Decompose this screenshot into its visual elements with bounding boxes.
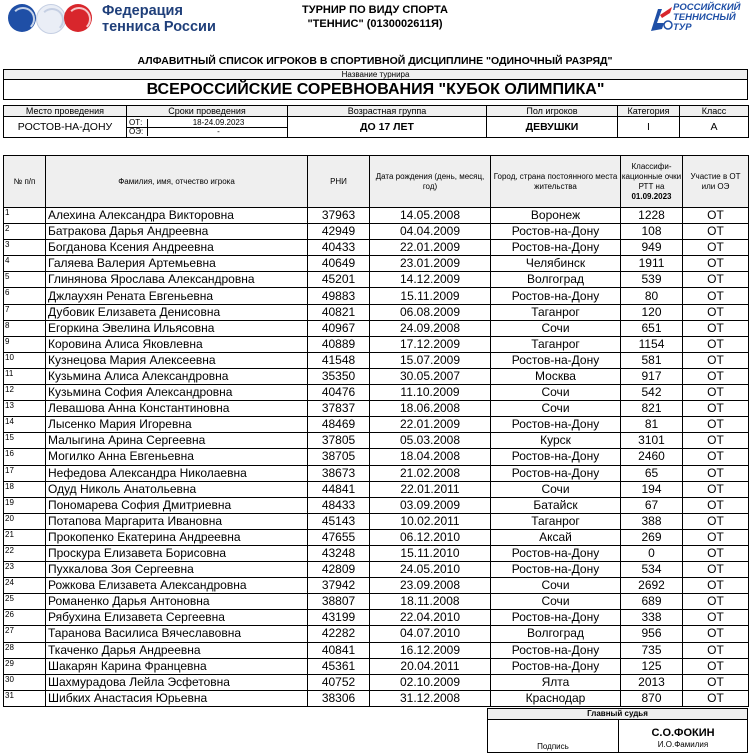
table-row [4, 320, 749, 336]
table-row [4, 224, 749, 240]
player-name: Рябухина Елизавета Сергеевна [46, 610, 308, 626]
player-rni: 40821 [308, 304, 370, 320]
table-row [4, 690, 749, 706]
player-rni: 38306 [308, 690, 370, 706]
player-dob: 16.12.2009 [370, 642, 491, 658]
player-dob: 04.07.2010 [370, 626, 491, 642]
player-name: Романенко Дарья Антоновна [46, 594, 308, 610]
judge-name: С.О.ФОКИН [651, 727, 715, 739]
player-rni: 49883 [308, 288, 370, 304]
players-header-row [4, 156, 749, 208]
player-name: Коровина Алиса Яковлевна [46, 336, 308, 352]
player-num: 26 [4, 610, 46, 626]
class-value: A [680, 117, 749, 138]
player-points: 269 [621, 529, 683, 545]
player-rni: 48469 [308, 417, 370, 433]
table-row [4, 433, 749, 449]
player-name: Кузьмина София Александровна [46, 385, 308, 401]
player-rni: 40752 [308, 674, 370, 690]
player-num: 19 [4, 497, 46, 513]
table-row [4, 674, 749, 690]
player-dob: 30.05.2007 [370, 368, 491, 384]
table-row [4, 208, 749, 224]
player-name: Нефедова Александра Николаевна [46, 465, 308, 481]
ot-value: 18-24.09.2023 [148, 119, 288, 128]
player-city: Ростов-на-Дону [491, 224, 621, 240]
player-participation: ОТ [683, 642, 749, 658]
player-rni: 43199 [308, 610, 370, 626]
player-city: Таганрог [491, 336, 621, 352]
table-row [4, 529, 749, 545]
table-row [4, 304, 749, 320]
player-points: 1154 [621, 336, 683, 352]
player-city: Ростов-на-Дону [491, 465, 621, 481]
player-name: Дубовик Елизавета Денисовна [46, 304, 308, 320]
player-points: 194 [621, 481, 683, 497]
gender-header: Пол игроков [487, 106, 618, 117]
player-name: Богданова Ксения Андреевна [46, 240, 308, 256]
player-dob: 22.01.2011 [370, 481, 491, 497]
player-points: 1911 [621, 256, 683, 272]
player-participation: ОТ [683, 224, 749, 240]
ot-label: ОТ: [127, 119, 148, 128]
player-dob: 22.01.2009 [370, 417, 491, 433]
org-name-line1: Федерация [102, 3, 183, 19]
player-dob: 21.02.2008 [370, 465, 491, 481]
player-dob: 23.09.2008 [370, 578, 491, 594]
table-row [4, 497, 749, 513]
list-title: АЛФАВИТНЫЙ СПИСОК ИГРОКОВ В СПОРТИВНОЙ ДИСЦИПЛИНЕ "ОДИНОЧНЫЙ РАЗРЯД" [137, 55, 613, 67]
player-participation: ОТ [683, 513, 749, 529]
player-num: 24 [4, 578, 46, 594]
player-city: Ялта [491, 674, 621, 690]
table-row [4, 626, 749, 642]
player-points: 80 [621, 288, 683, 304]
player-participation: ОТ [683, 433, 749, 449]
player-dob: 18.04.2008 [370, 449, 491, 465]
col-city: Город, страна постоянного места жительства [491, 156, 621, 208]
player-num: 7 [4, 304, 46, 320]
player-points: 534 [621, 562, 683, 578]
player-rni: 47655 [308, 529, 370, 545]
player-participation: ОТ [683, 417, 749, 433]
player-participation: ОТ [683, 594, 749, 610]
player-city: Волгоград [491, 272, 621, 288]
table-row [4, 642, 749, 658]
player-rni: 42809 [308, 562, 370, 578]
player-rni: 42949 [308, 224, 370, 240]
player-city: Ростов-на-Дону [491, 417, 621, 433]
player-rni: 38673 [308, 465, 370, 481]
table-row [4, 240, 749, 256]
player-points: 0 [621, 545, 683, 561]
table-row [4, 385, 749, 401]
player-rni: 40967 [308, 320, 370, 336]
player-points: 949 [621, 240, 683, 256]
tournament-label: Название турнира [3, 69, 748, 80]
player-num: 27 [4, 626, 46, 642]
player-dob: 06.08.2009 [370, 304, 491, 320]
col-points [621, 156, 683, 208]
player-points: 689 [621, 594, 683, 610]
player-num: 22 [4, 545, 46, 561]
player-points: 388 [621, 513, 683, 529]
table-row [4, 417, 749, 433]
player-rni: 37942 [308, 578, 370, 594]
player-dob: 06.12.2010 [370, 529, 491, 545]
player-num: 31 [4, 690, 46, 706]
player-participation: ОТ [683, 626, 749, 642]
player-name: Батракова Дарья Андреевна [46, 224, 308, 240]
player-dob: 23.01.2009 [370, 256, 491, 272]
player-rni: 44841 [308, 481, 370, 497]
document-header [250, 3, 500, 31]
player-city: Москва [491, 368, 621, 384]
rtt-logo [648, 3, 750, 37]
player-participation: ОТ [683, 578, 749, 594]
player-participation: ОТ [683, 352, 749, 368]
player-num: 21 [4, 529, 46, 545]
player-num: 16 [4, 449, 46, 465]
player-rni: 45143 [308, 513, 370, 529]
chief-judge-box [487, 708, 748, 753]
col-participation: Участие в ОТ или ОЭ [683, 156, 749, 208]
player-rni: 48433 [308, 497, 370, 513]
player-participation: ОТ [683, 545, 749, 561]
player-participation: ОТ [683, 401, 749, 417]
player-points: 735 [621, 642, 683, 658]
player-rni: 38807 [308, 594, 370, 610]
player-dob: 24.05.2010 [370, 562, 491, 578]
player-points: 125 [621, 658, 683, 674]
player-rni: 40476 [308, 385, 370, 401]
player-rni: 37805 [308, 433, 370, 449]
table-row [4, 352, 749, 368]
table-row [4, 256, 749, 272]
player-city: Ростов-на-Дону [491, 288, 621, 304]
player-city: Сочи [491, 385, 621, 401]
player-participation: ОТ [683, 610, 749, 626]
player-name: Могилко Анна Евгеньевна [46, 449, 308, 465]
player-city: Аксай [491, 529, 621, 545]
player-name: Рожкова Елизавета Александровна [46, 578, 308, 594]
player-dob: 03.09.2009 [370, 497, 491, 513]
player-city: Челябинск [491, 256, 621, 272]
player-name: Малыгина Арина Сергеевна [46, 433, 308, 449]
player-dob: 10.02.2011 [370, 513, 491, 529]
player-num: 13 [4, 401, 46, 417]
table-row [4, 465, 749, 481]
place-value: РОСТОВ-НА-ДОНУ [4, 117, 127, 138]
chief-judge-title: Главный судья [488, 709, 747, 720]
player-participation: ОТ [683, 690, 749, 706]
org-name [102, 3, 216, 35]
player-participation: ОТ [683, 256, 749, 272]
player-city: Таганрог [491, 304, 621, 320]
rtt-logo-icon [648, 5, 674, 33]
player-num: 28 [4, 642, 46, 658]
player-points: 539 [621, 272, 683, 288]
player-dob: 18.11.2008 [370, 594, 491, 610]
player-dob: 05.03.2008 [370, 433, 491, 449]
player-num: 25 [4, 594, 46, 610]
player-participation: ОТ [683, 208, 749, 224]
table-row [4, 610, 749, 626]
player-city: Курск [491, 433, 621, 449]
player-participation: ОТ [683, 368, 749, 384]
players-table [3, 155, 749, 707]
player-rni: 45361 [308, 658, 370, 674]
player-name: Кузнецова Мария Алексеевна [46, 352, 308, 368]
player-participation: ОТ [683, 304, 749, 320]
player-city: Ростов-на-Дону [491, 545, 621, 561]
player-dob: 14.05.2008 [370, 208, 491, 224]
player-city: Воронеж [491, 208, 621, 224]
player-num: 14 [4, 417, 46, 433]
player-city: Сочи [491, 401, 621, 417]
oe-value: - [217, 126, 220, 136]
player-points: 67 [621, 497, 683, 513]
place-header: Место проведения [4, 106, 127, 117]
player-city: Ростов-на-Дону [491, 610, 621, 626]
table-row [4, 562, 749, 578]
player-rni: 40889 [308, 336, 370, 352]
org-name-line2: тенниса России [102, 19, 216, 35]
player-participation: ОТ [683, 658, 749, 674]
player-name: Пухкалова Зоя Сергеевна [46, 562, 308, 578]
table-row [4, 368, 749, 384]
player-points: 870 [621, 690, 683, 706]
gender-value: ДЕВУШКИ [487, 117, 618, 138]
player-participation: ОТ [683, 385, 749, 401]
player-participation: ОТ [683, 481, 749, 497]
player-num: 1 [4, 208, 46, 224]
player-rni: 37837 [308, 401, 370, 417]
age-value: ДО 17 ЛЕТ [288, 117, 487, 138]
player-dob: 17.12.2009 [370, 336, 491, 352]
player-participation: ОТ [683, 320, 749, 336]
player-city: Ростов-на-Дону [491, 562, 621, 578]
col-rni: РНИ [308, 156, 370, 208]
player-points: 821 [621, 401, 683, 417]
table-row [4, 336, 749, 352]
player-name: Прокопенко Екатерина Андреевна [46, 529, 308, 545]
player-dob: 15.11.2010 [370, 545, 491, 561]
player-num: 5 [4, 272, 46, 288]
player-city: Ростов-на-Дону [491, 658, 621, 674]
player-rni: 37963 [308, 208, 370, 224]
col-points-date: 01.09.2023 [631, 191, 672, 201]
player-name: Пономарева София Дмитриевна [46, 497, 308, 513]
player-name: Глинянова Ярослава Александровна [46, 272, 308, 288]
player-name: Ткаченко Дарья Андреевна [46, 642, 308, 658]
player-city: Ростов-на-Дону [491, 352, 621, 368]
player-num: 23 [4, 562, 46, 578]
player-points: 120 [621, 304, 683, 320]
player-dob: 22.04.2010 [370, 610, 491, 626]
table-row [4, 594, 749, 610]
player-participation: ОТ [683, 562, 749, 578]
player-points: 917 [621, 368, 683, 384]
player-rni: 45201 [308, 272, 370, 288]
player-name: Одуд Николь Анатольевна [46, 481, 308, 497]
player-name: Егоркина Эвелина Ильясовна [46, 320, 308, 336]
player-name: Левашова Анна Константиновна [46, 401, 308, 417]
player-points: 956 [621, 626, 683, 642]
player-participation: ОТ [683, 336, 749, 352]
col-num: № п/п [4, 156, 46, 208]
col-dob: Дата рождения (день, месяц, год) [370, 156, 491, 208]
player-points: 542 [621, 385, 683, 401]
player-rni: 41548 [308, 352, 370, 368]
player-name: Проскура Елизавета Борисовна [46, 545, 308, 561]
player-points: 81 [621, 417, 683, 433]
signature-label: Подпись [537, 742, 569, 751]
table-row [4, 449, 749, 465]
player-name: Шахмурадова Лейла Эсфетовна [46, 674, 308, 690]
player-participation: ОТ [683, 449, 749, 465]
player-num: 15 [4, 433, 46, 449]
tournament-name: ВСЕРОССИЙСКИЕ СОРЕВНОВАНИЯ "КУБОК ОЛИМПИКА" [3, 79, 748, 100]
player-city: Батайск [491, 497, 621, 513]
category-value: I [618, 117, 680, 138]
player-rni: 35350 [308, 368, 370, 384]
player-points: 2692 [621, 578, 683, 594]
player-num: 8 [4, 320, 46, 336]
player-dob: 14.12.2009 [370, 272, 491, 288]
player-dob: 20.04.2011 [370, 658, 491, 674]
player-num: 4 [4, 256, 46, 272]
player-participation: ОТ [683, 272, 749, 288]
player-participation: ОТ [683, 529, 749, 545]
table-row [4, 288, 749, 304]
player-dob: 11.10.2009 [370, 385, 491, 401]
player-points: 3101 [621, 433, 683, 449]
player-num: 2 [4, 224, 46, 240]
player-num: 6 [4, 288, 46, 304]
col-points-label: Классифи-кационные очки РТТ на [621, 161, 682, 191]
player-rni: 43248 [308, 545, 370, 561]
player-points: 2460 [621, 449, 683, 465]
player-points: 108 [621, 224, 683, 240]
player-num: 3 [4, 240, 46, 256]
header-title-line1: ТУРНИР ПО ВИДУ СПОРТА [302, 4, 448, 16]
table-row [4, 272, 749, 288]
player-dob: 02.10.2009 [370, 674, 491, 690]
player-dob: 15.11.2009 [370, 288, 491, 304]
player-name: Галяева Валерия Артемьевна [46, 256, 308, 272]
category-header: Категория [618, 106, 680, 117]
age-header: Возрастная группа [288, 106, 487, 117]
player-name: Лысенко Мария Игоревна [46, 417, 308, 433]
player-dob: 24.09.2008 [370, 320, 491, 336]
player-name: Алехина Александра Викторовна [46, 208, 308, 224]
player-points: 651 [621, 320, 683, 336]
player-city: Краснодар [491, 690, 621, 706]
player-city: Сочи [491, 594, 621, 610]
player-participation: ОТ [683, 240, 749, 256]
player-points: 338 [621, 610, 683, 626]
player-dob: 22.01.2009 [370, 240, 491, 256]
player-points: 581 [621, 352, 683, 368]
player-dob: 04.04.2009 [370, 224, 491, 240]
dates-header: Сроки проведения [127, 106, 288, 117]
player-num: 18 [4, 481, 46, 497]
player-name: Потапова Маргарита Ивановна [46, 513, 308, 529]
player-participation: ОТ [683, 465, 749, 481]
judge-name-cell [619, 719, 747, 752]
player-city: Таганрог [491, 513, 621, 529]
player-city: Ростов-на-Дону [491, 642, 621, 658]
player-city: Сочи [491, 578, 621, 594]
judge-name-label: И.О.Фамилия [657, 740, 709, 749]
player-name: Кузьмина Алиса Александровна [46, 368, 308, 384]
player-name: Шакарян Карина Францевна [46, 658, 308, 674]
tennis-balls-icon [6, 2, 96, 36]
class-header: Класс [680, 106, 749, 117]
player-points: 65 [621, 465, 683, 481]
player-rni: 40841 [308, 642, 370, 658]
player-city: Ростов-на-Дону [491, 449, 621, 465]
ftr-logo [6, 2, 256, 38]
dates-value [127, 117, 288, 138]
player-rni: 42282 [308, 626, 370, 642]
player-num: 11 [4, 368, 46, 384]
player-num: 29 [4, 658, 46, 674]
player-num: 10 [4, 352, 46, 368]
signature-cell [488, 719, 619, 752]
tournament-info-table [3, 105, 749, 138]
player-participation: ОТ [683, 674, 749, 690]
table-row [4, 401, 749, 417]
player-dob: 15.07.2009 [370, 352, 491, 368]
player-dob: 18.06.2008 [370, 401, 491, 417]
player-rni: 38705 [308, 449, 370, 465]
player-city: Сочи [491, 320, 621, 336]
col-name: Фамилия, имя, отчество игрока [46, 156, 308, 208]
header-title-line2: "ТЕННИС" (0130002611Я) [307, 18, 443, 30]
player-num: 12 [4, 385, 46, 401]
player-num: 17 [4, 465, 46, 481]
table-row [4, 481, 749, 497]
player-dob: 31.12.2008 [370, 690, 491, 706]
player-participation: ОТ [683, 497, 749, 513]
player-rni: 40649 [308, 256, 370, 272]
player-city: Ростов-на-Дону [491, 240, 621, 256]
player-name: Шибких Анастасия Юрьевна [46, 690, 308, 706]
player-name: Таранова Василиса Вячеславовна [46, 626, 308, 642]
player-points: 1228 [621, 208, 683, 224]
table-row [4, 578, 749, 594]
player-city: Волгоград [491, 626, 621, 642]
oe-label: ОЭ: [127, 127, 148, 136]
player-name: Джлаухян Рената Евгеньевна [46, 288, 308, 304]
player-points: 2013 [621, 674, 683, 690]
player-num: 30 [4, 674, 46, 690]
player-num: 9 [4, 336, 46, 352]
player-city: Сочи [491, 481, 621, 497]
rtt-logo-text: РОССИЙСКИЙ ТЕННИСНЫЙ ТУР [673, 2, 741, 33]
player-rni: 40433 [308, 240, 370, 256]
table-row [4, 658, 749, 674]
player-participation: ОТ [683, 288, 749, 304]
table-row [4, 513, 749, 529]
player-num: 20 [4, 513, 46, 529]
table-row [4, 545, 749, 561]
